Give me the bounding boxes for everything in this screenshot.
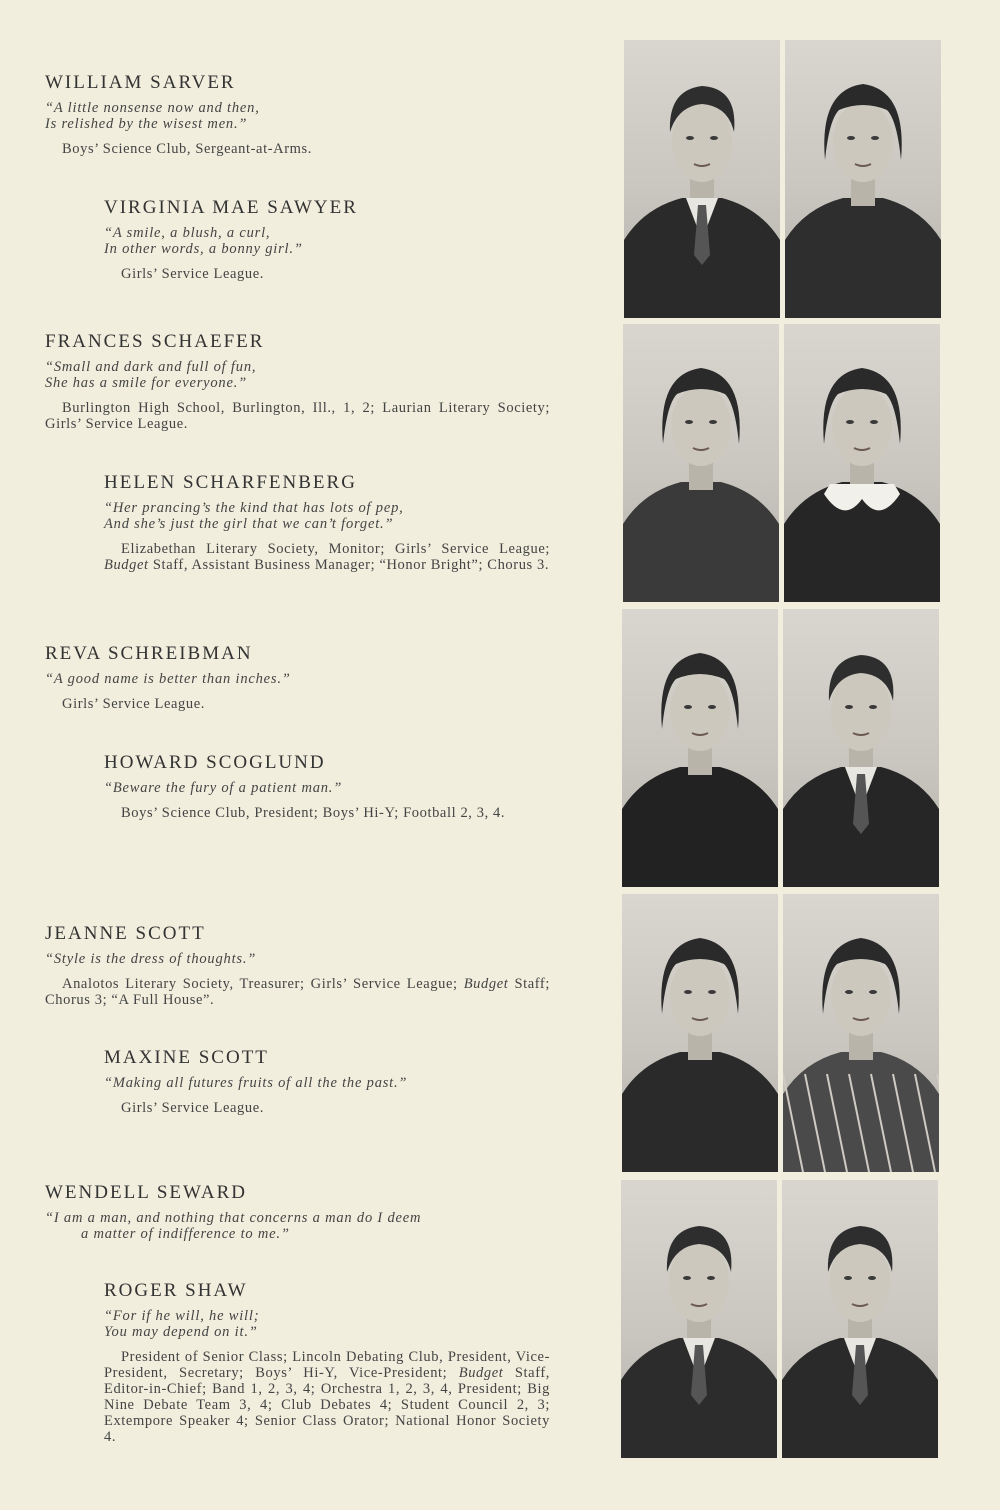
student-quote (45, 100, 555, 132)
portrait-eye (868, 1276, 876, 1280)
portrait-face (831, 956, 891, 1036)
portrait-photo-william-sarver (624, 40, 780, 318)
portrait-silhouette (622, 609, 778, 887)
portrait-eye (683, 1276, 691, 1280)
student-activities (45, 696, 555, 712)
portrait-face (832, 386, 892, 466)
student-activities (45, 976, 550, 1008)
activities-text: Boys’ Science Club, Sergeant-at-Arms. (62, 141, 312, 157)
student-name: JEANNE SCOTT (45, 923, 206, 944)
portrait-silhouette (784, 324, 940, 602)
activities-text (45, 976, 550, 1008)
portrait-eye (847, 136, 855, 140)
student-quote (45, 1210, 555, 1242)
quote-line: She has a smile for everyone.” (45, 375, 247, 391)
student-name: FRANCES SCHAEFER (45, 331, 265, 352)
quote-line: “Small and dark and full of fun, (45, 359, 257, 375)
student-name: VIRGINIA MAE SAWYER (104, 197, 358, 218)
student-name: MAXINE SCOTT (104, 1047, 269, 1068)
portrait-face (670, 956, 730, 1036)
portrait-eye (708, 705, 716, 709)
activities-part-italic: Budget (458, 1365, 504, 1381)
portrait-face (669, 1242, 729, 1322)
student-quote (104, 1308, 550, 1340)
student-quote (45, 359, 550, 391)
quote-line: a matter of indifference to me.” (81, 1226, 290, 1242)
portrait-silhouette (783, 609, 939, 887)
quote-line: “Beware the fury of a patient man.” (104, 780, 343, 796)
quote-line: “For if he will, he will; (104, 1308, 260, 1324)
student-name: REVA SCHREIBMAN (45, 643, 253, 664)
portrait-eye (845, 705, 853, 709)
portrait-clothing (785, 198, 941, 318)
portrait-face (671, 386, 731, 466)
portrait-photo-roger-shaw (782, 1180, 938, 1458)
activities-text (104, 1349, 550, 1445)
student-entry-virginia-mae-sawyer (104, 197, 554, 282)
portrait-silhouette (622, 894, 778, 1172)
student-entry-jeanne-scott (45, 923, 550, 1008)
portrait-clothing (784, 482, 940, 602)
portrait-silhouette (782, 1180, 938, 1458)
student-activities (104, 1349, 550, 1445)
portrait-eye (686, 136, 694, 140)
portrait-face (672, 102, 732, 182)
portrait-neck (688, 747, 712, 775)
portrait-eye (708, 990, 716, 994)
student-quote (104, 225, 554, 257)
activities-part: Staff; Chorus 3; “A Full House”. (45, 976, 550, 1008)
student-activities (104, 805, 550, 821)
portrait-face (830, 1242, 890, 1322)
portrait-eye (871, 136, 879, 140)
student-quote (104, 500, 550, 532)
activities-text (104, 541, 550, 573)
student-activities (104, 1100, 550, 1116)
portrait-eye (684, 990, 692, 994)
portrait-eye (845, 990, 853, 994)
student-activities (104, 266, 554, 282)
portrait-eye (869, 990, 877, 994)
student-entry-maxine-scott (104, 1047, 550, 1116)
activities-part: Analotos Literary Society, Treasurer; Girls’ Service League; (62, 976, 464, 992)
portrait-photo-jeanne-scott (622, 894, 778, 1172)
quote-line: “Making all futures fruits of all the the past.” (104, 1075, 408, 1091)
quote-line: “Her prancing’s the kind that has lots of pep, (104, 500, 404, 516)
student-quote (45, 671, 555, 687)
quote-line: Is relished by the wisest men.” (45, 116, 248, 132)
student-activities (45, 141, 555, 157)
student-quote (104, 1075, 550, 1091)
portrait-silhouette (785, 40, 941, 318)
portrait-silhouette (783, 894, 939, 1172)
student-entry-helen-scharfenberg (104, 472, 550, 573)
activities-text: Boys’ Science Club, President; Boys’ Hi-Y; Football 2, 3, 4. (121, 805, 506, 821)
activities-part: Staff, Editor-in-Chief; Band 1, 2, 3, 4; Orchestra 1, 2, 3, 4, President; Big Nine Debate Team 3, 4; Club Debates 4; Student Council 2, 3; Extempore Speaker 4; Senior Class Orator; National Honor Society 4. (104, 1365, 551, 1445)
portrait-neck (689, 462, 713, 490)
portrait-face (833, 102, 893, 182)
activities-part: Elizabethan Literary Society, Monitor; Girls’ Service League; (121, 541, 550, 557)
quote-line: “A good name is better than inches.” (45, 671, 291, 687)
activities-text: Burlington High School, Burlington, Ill., 1, 2; Laurian Literary Society; Girls’ Service League. (45, 400, 550, 432)
portrait-clothing (622, 767, 778, 887)
portrait-photo-reva-schreibman (622, 609, 778, 887)
quote-line: “Style is the dress of thoughts.” (45, 951, 257, 967)
student-name: HELEN SCHARFENBERG (104, 472, 357, 493)
student-name: WILLIAM SARVER (45, 72, 236, 93)
portrait-clothing (623, 482, 779, 602)
student-entry-reva-schreibman (45, 643, 555, 712)
portrait-photo-wendell-seward (621, 1180, 777, 1458)
portrait-eye (709, 420, 717, 424)
student-entry-william-sarver (45, 72, 555, 157)
portrait-neck (851, 178, 875, 206)
activities-text: Girls’ Service League. (62, 696, 205, 712)
portrait-neck (849, 1032, 873, 1060)
portrait-eye (870, 420, 878, 424)
portrait-silhouette (624, 40, 780, 318)
portrait-eye (684, 705, 692, 709)
quote-line: “A little nonsense now and then, (45, 100, 260, 116)
quote-line: And she’s just the girl that we can’t forget.” (104, 516, 394, 532)
portrait-silhouette (621, 1180, 777, 1458)
student-name: ROGER SHAW (104, 1280, 248, 1301)
portrait-eye (685, 420, 693, 424)
activities-text: Girls’ Service League. (121, 1100, 264, 1116)
portrait-photo-frances-schaefer (623, 324, 779, 602)
student-entry-roger-shaw (104, 1280, 550, 1445)
portrait-eye (707, 1276, 715, 1280)
quote-line: “I am a man, and nothing that concerns a man do I deem (45, 1210, 422, 1226)
student-entry-frances-schaefer (45, 331, 550, 432)
student-name: HOWARD SCOGLUND (104, 752, 326, 773)
student-name: WENDELL SEWARD (45, 1182, 247, 1203)
activities-part: President of Senior Class; Lincoln Debating Club, President, Vice-President, Secretary; Boys’ Hi-Y, Vice-President; (104, 1349, 550, 1381)
activities-part-italic: Budget (463, 976, 509, 992)
student-quote (104, 780, 550, 796)
student-quote (45, 951, 550, 967)
portrait-eye (869, 705, 877, 709)
portrait-clothing (622, 1052, 778, 1172)
portrait-neck (688, 1032, 712, 1060)
portrait-photo-helen-scharfenberg (784, 324, 940, 602)
student-activities (104, 541, 550, 573)
activities-text: Girls’ Service League. (121, 266, 264, 282)
activities-part-italic: Budget (104, 557, 149, 573)
quote-line: You may depend on it.” (104, 1324, 258, 1340)
portrait-photo-virginia-mae-sawyer (785, 40, 941, 318)
portrait-eye (846, 420, 854, 424)
portrait-eye (710, 136, 718, 140)
activities-part: Staff, Assistant Business Manager; “Honor Bright”; Chorus 3. (148, 557, 550, 573)
quote-line: “A smile, a blush, a curl, (104, 225, 271, 241)
quote-line: In other words, a bonny girl.” (104, 241, 303, 257)
portrait-face (670, 671, 730, 751)
student-entry-wendell-seward (45, 1182, 555, 1242)
portrait-clothing (783, 1052, 939, 1172)
portrait-eye (844, 1276, 852, 1280)
portrait-photo-howard-scoglund (783, 609, 939, 887)
portrait-silhouette (623, 324, 779, 602)
portrait-face (831, 671, 891, 751)
portrait-photo-maxine-scott (783, 894, 939, 1172)
student-entry-howard-scoglund (104, 752, 550, 821)
student-activities (45, 400, 550, 432)
